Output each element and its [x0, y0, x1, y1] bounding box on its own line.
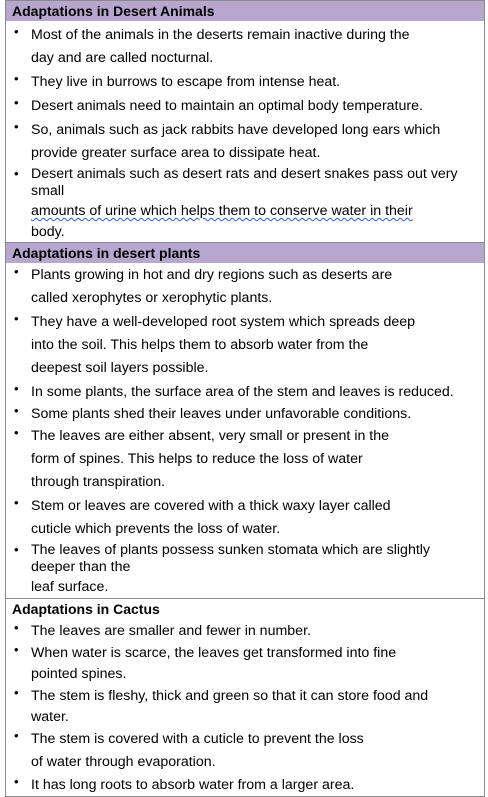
list-item [6, 166, 484, 242]
list-item-line: cuticle which prevents the loss of water. [31, 521, 281, 537]
bullet-icon: • [14, 642, 19, 657]
list-item [6, 425, 484, 494]
list-item-line: It has long roots to absorb water from a larger area. [31, 777, 355, 793]
bullet-icon: • [14, 403, 19, 418]
list-item-line: Stem or leaves are covered with a thick waxy layer called [31, 498, 391, 514]
bullet-icon: • [14, 264, 19, 279]
list-item [6, 381, 484, 403]
bullet-icon: • [14, 685, 19, 700]
list-item-line: They have a well-developed root system which spreads deep [31, 314, 416, 330]
list-item-line: Some plants shed their leaves under unfavorable conditions. [31, 406, 412, 422]
bullet-icon: • [14, 620, 19, 635]
bullet-icon: • [14, 381, 19, 396]
section-heading: Adaptations in Desert Animals [6, 1, 484, 21]
list-item [6, 403, 484, 425]
bullet-list [6, 619, 484, 796]
list-item [6, 685, 484, 728]
list-item-line: amounts of urine which helps them to conserve water in their [31, 203, 413, 219]
bullet-icon: • [14, 119, 19, 134]
list-item-line: The leaves are either absent, very small or present in the [31, 428, 390, 444]
bullet-list [6, 21, 484, 242]
bullet-list [6, 263, 484, 598]
list-item [6, 71, 484, 94]
list-item-line: day and are called nocturnal. [31, 50, 214, 66]
list-item [6, 728, 484, 774]
bullet-icon: • [14, 728, 19, 743]
bullet-icon: • [14, 24, 19, 39]
list-item-line: form of spines. This helps to reduce the loss of water [31, 451, 363, 467]
list-item [6, 95, 484, 118]
list-item-line: The leaves of plants possess sunken stomata which are slightly [31, 542, 431, 558]
list-item-line: small [31, 183, 65, 199]
section-desert-plants [6, 242, 484, 598]
list-item [6, 24, 484, 70]
bullet-icon: • [14, 542, 19, 557]
list-item-line: So, animals such as jack rabbits have developed long ears which [31, 122, 441, 138]
list-item [6, 264, 484, 310]
list-item-line: called xerophytes or xerophytic plants. [31, 290, 273, 306]
list-item-line: The stem is covered with a cuticle to prevent the loss [31, 731, 364, 747]
list-item [6, 495, 484, 541]
list-item-line: into the soil. This helps them to absorb water from the [31, 337, 369, 353]
list-item-line: The stem is fleshy, thick and green so that it can store food and [31, 688, 429, 704]
list-item-line: pointed spines. [31, 666, 127, 682]
list-item-line: provide greater surface area to dissipate heat. [31, 145, 321, 161]
list-item-line: leaf surface. [31, 579, 109, 595]
list-item-line: In some plants, the surface area of the stem and leaves is reduced. [31, 384, 454, 400]
section-heading: Adaptations in desert plants [6, 243, 484, 263]
list-item-line: Most of the animals in the deserts remain inactive during the [31, 27, 410, 43]
list-item-line: Desert animals need to maintain an optimal body temperature. [31, 98, 423, 114]
bullet-icon: • [14, 311, 19, 326]
list-item-line: Desert animals such as desert rats and desert snakes pass out very [31, 166, 458, 182]
list-item-line: deeper than the [31, 559, 131, 575]
list-item-line: of water through evaporation. [31, 754, 216, 770]
list-item-line: through transpiration. [31, 474, 166, 490]
section-cactus [6, 598, 484, 796]
list-item [6, 542, 484, 598]
section-heading: Adaptations in Cactus [6, 599, 484, 619]
list-item [6, 119, 484, 165]
bullet-icon: • [14, 71, 19, 86]
bullet-icon: • [14, 425, 19, 440]
list-item [6, 311, 484, 380]
list-item-line: The leaves are smaller and fewer in number. [31, 623, 311, 639]
bullet-icon: • [14, 495, 19, 510]
adaptations-table [5, 0, 485, 797]
list-item [6, 642, 484, 685]
list-item-line: water. [31, 709, 69, 725]
bullet-icon: • [14, 166, 19, 181]
list-item-line: When water is scarce, the leaves get transformed into fine [31, 645, 397, 661]
section-desert-animals [6, 1, 484, 242]
list-item [6, 620, 484, 642]
list-item [6, 774, 484, 796]
bullet-icon: • [14, 95, 19, 110]
bullet-icon: • [14, 774, 19, 789]
list-item-line: They live in burrows to escape from intense heat. [31, 74, 341, 90]
list-item-line: body. [31, 224, 65, 240]
list-item-line: Plants growing in hot and dry regions such as deserts are [31, 267, 393, 283]
list-item-line: deepest soil layers possible. [31, 360, 209, 376]
